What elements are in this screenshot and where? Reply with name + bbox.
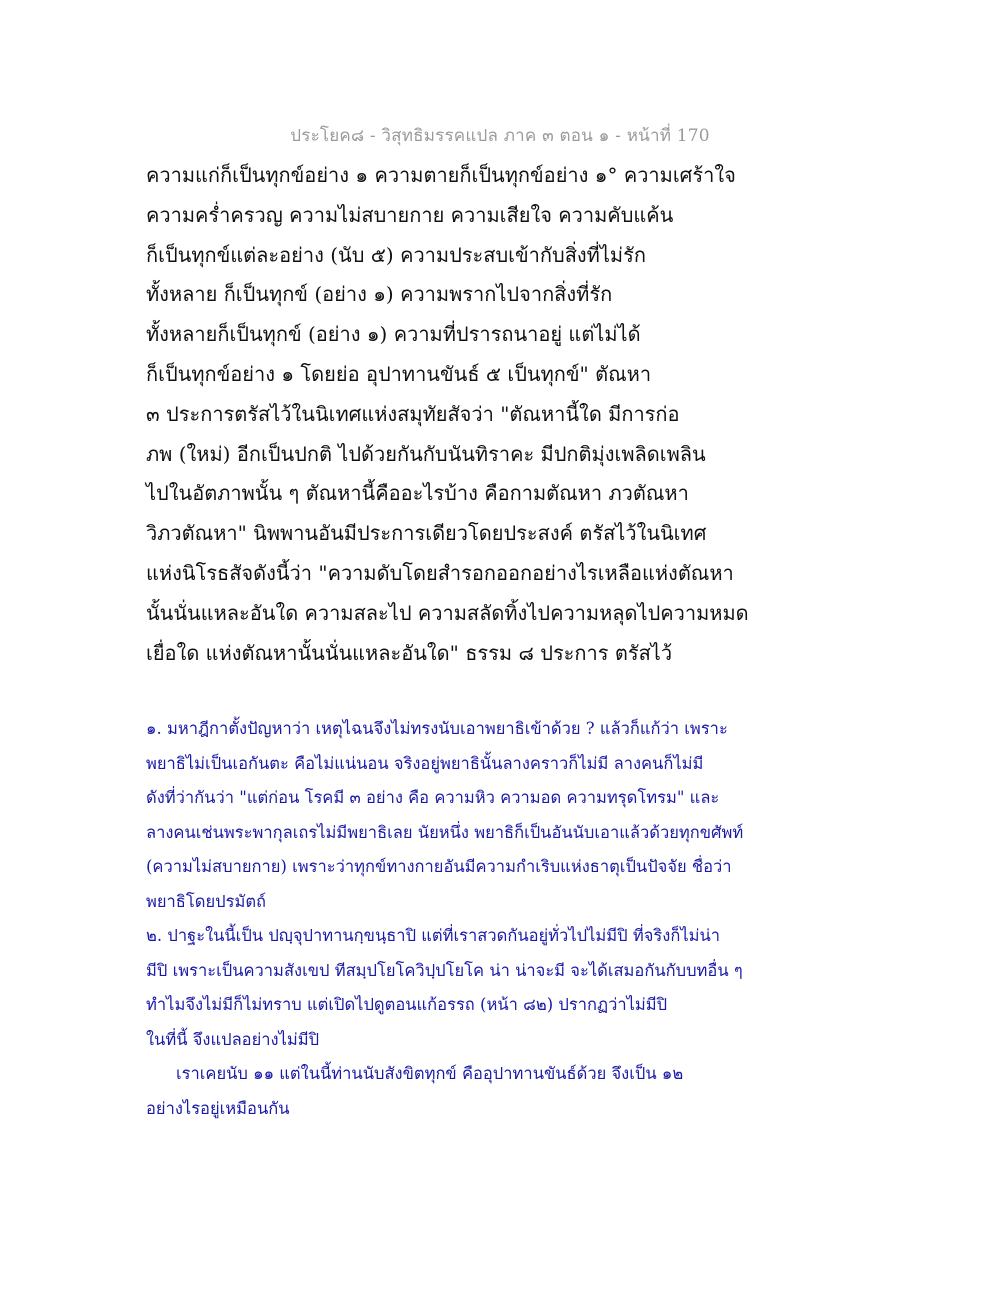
footnote-line: พยาธิไม่เป็นเอกันตะ คือไม่แน่นอน จริงอยู่พยาธินั้นลางคราวก็ไม่มี ลางคนก็ไม่มี [146, 753, 704, 773]
page-header [0, 122, 1000, 149]
footnote-line: ลางคนเช่นพระพากุลเถรไม่มีพยาธิเลย นัยหนึ่ง พยาธิก็เป็นอันนับเอาแล้วด้วยทุกขศัพท์ [146, 822, 744, 842]
text-line: ทั้งหลายก็เป็นทุกข์ (อย่าง ๑) ความที่ปรารถนาอยู่ แต่ไม่ได้ [146, 322, 641, 347]
footnote-line: (ความไม่สบายกาย) เพราะว่าทุกข์ทางกายอันมีความกำเริบแห่งธาตุเป็นปัจจัย ชื่อว่า [146, 857, 732, 876]
text-line: ไปในอัตภาพนั้น ๆ ตัณหานี้คืออะไรบ้าง คือกามตัณหา ภวตัณหา [146, 481, 689, 506]
footnote-line: อย่างไรอยู่เหมือนกัน [146, 1098, 290, 1118]
footnote-line: ทำไมจึงไม่มีก็ไม่ทราบ แต่เปิดไปดูตอนแก้อรรถ (หน้า ๘๒) ปรากฏว่าไม่มีปิ [146, 995, 668, 1014]
text-line: ความคร่ำครวญ ความไม่สบายกาย ความเสียใจ ความคับแค้น [146, 202, 674, 227]
text-line: ก็เป็นทุกข์อย่าง ๑ โดยย่อ อุปาทานขันธ์ ๕ เป็นทุกข์" ตัณหา [146, 361, 652, 386]
footnote-line: ๒. ปาฐะในนี้เป็น ปญฺจุปาทานกฺขนฺธาปิ แต่ที่เราสวดกันอยู่ทั่วไปไม่มีปิ ที่จริงก็ไม่น่า [146, 926, 721, 945]
text-line: ภพ (ใหม่) อีกเป็นปกติ ไปด้วยกันกับนันทิราคะ มีปกติมุ่งเพลิดเพลิน [146, 441, 706, 466]
text-line: ทั้งหลาย ก็เป็นทุกข์ (อย่าง ๑) ความพรากไปจากสิ่งที่รัก [146, 282, 613, 307]
footnote-line: ดังที่ว่ากันว่า "แต่ก่อน โรคมี ๓ อย่าง คือ ความหิว ความอด ความทรุดโทรม" และ [146, 788, 720, 807]
footnote-line: ในที่นี้ จึงแปลอย่างไม่มีปิ [146, 1029, 320, 1049]
text-line: ก็เป็นทุกข์แต่ละอย่าง (นับ ๕) ความประสบเข้ากับสิ่งที่ไม่รัก [146, 242, 646, 267]
main-text [146, 156, 866, 673]
footnote-line: พยาธิโดยปรมัตถ์ [146, 891, 267, 911]
page-header-text: ประโยค๘ - วิสุทธิมรรคแปล ภาค ๓ ตอน ๑ - หน้าที่ 170 [290, 126, 710, 146]
text-line: วิภวตัณหา" นิพพานอันมีประการเดียวโดยประสงค์ ตรัสไว้ในนิเทศ [146, 521, 707, 546]
footnotes [146, 712, 886, 1126]
footnote-line: มีปิ เพราะเป็นความสังเขป ทีสมฺปโยโควิปฺปโยโค น่า น่าจะมี จะได้เสมอกันกับบทอื่น ๆ [146, 960, 743, 980]
text-line: แห่งนิโรธสัจดังนี้ว่า "ความดับโดยสำรอกออกอย่างไรเหลือแห่งตัณหา [146, 560, 734, 585]
text-line: ความแก่ก็เป็นทุกข์อย่าง ๑ ความตายก็เป็นทุกข์อย่าง ๑° ความเศร้าใจ [146, 163, 736, 187]
footnote-line: เราเคยนับ ๑๑ แต่ในนี้ท่านนับสังขิตทุกข์ คืออุปาทานขันธ์ด้วย จึงเป็น ๑๒ [176, 1064, 684, 1083]
text-line: นั้นนั่นแหละอันใด ความสละไป ความสลัดทิ้งไปความหลุดไปความหมด [146, 600, 749, 625]
text-line: ๓ ประการตรัสไว้ในนิเทศแห่งสมุทัยสัจว่า "ตัณหานี้ใด มีการก่อ [146, 401, 680, 426]
footnote-line: ๑. มหาฎีกาตั้งปัญหาว่า เหตุไฉนจึงไม่ทรงนับเอาพยาธิเข้าด้วย ? แล้วก็แก้ว่า เพราะ [146, 719, 728, 738]
text-line: เยื่อใด แห่งตัณหานั้นนั่นแหละอันใด" ธรรม ๘ ประการ ตรัสไว้ [146, 640, 673, 665]
